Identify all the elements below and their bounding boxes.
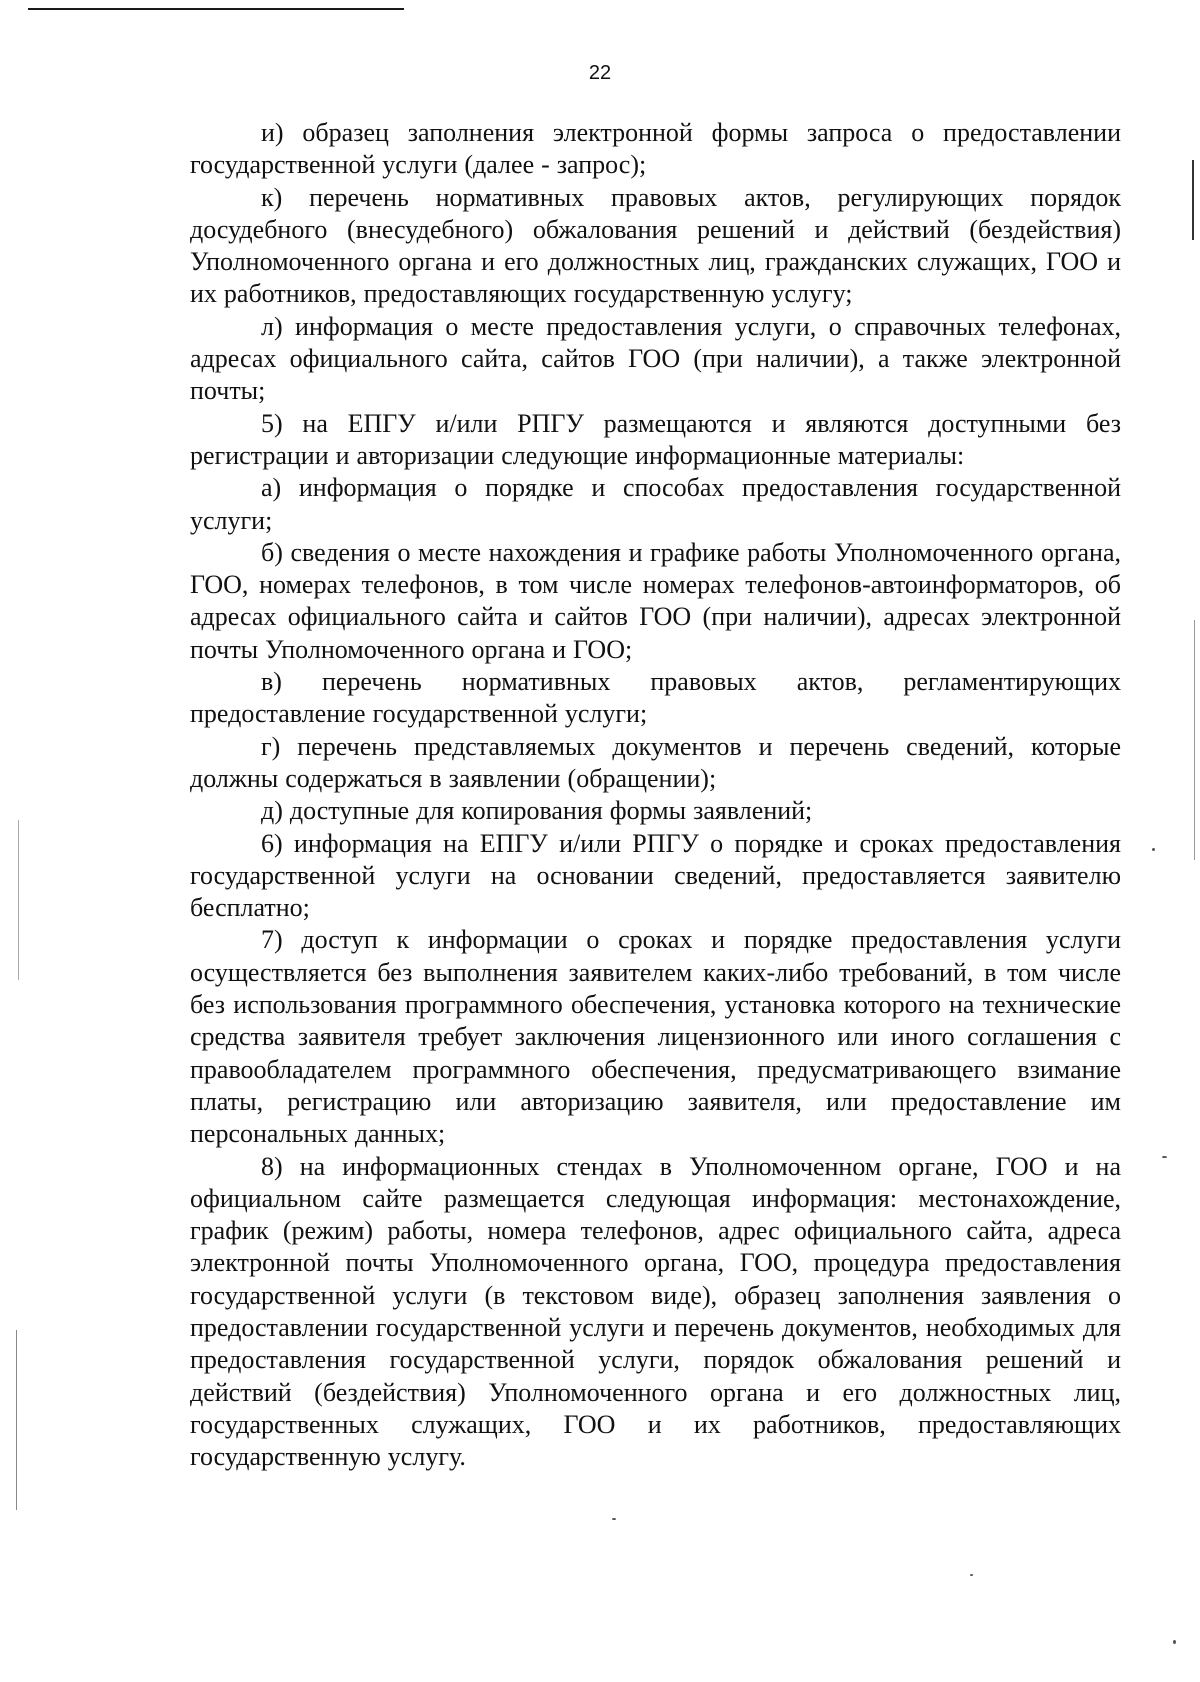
document-body: [190, 117, 1121, 1473]
paragraph: л) информация о месте предоставления услуги, о справочных телефонах, адресах официального сайта, сайтов ГОО (при наличии), а также электронной почты;: [190, 311, 1121, 406]
scan-speck: [1173, 1640, 1176, 1644]
scan-edge-mark: [1194, 620, 1195, 860]
page-number: 22: [588, 62, 612, 84]
paragraph: а) информация о порядке и способах предоставления государственной услуги;: [190, 473, 1121, 535]
scan-edge-mark: [1192, 160, 1194, 240]
scan-speck: [612, 1518, 616, 1520]
paragraph: в) перечень нормативных правовых актов, регламентирующих предоставление государственной услуги;: [190, 667, 1121, 729]
scan-speck: [970, 1574, 973, 1576]
scan-edge-mark: [16, 1330, 17, 1510]
paragraph: и) образец заполнения электронной формы запроса о предоставлении государственной услуги (далее - запрос);: [190, 118, 1121, 180]
paragraph: г) перечень представляемых документов и перечень сведений, которые должны содержаться в заявлении (обращении);: [190, 731, 1121, 793]
scan-speck: [1162, 1156, 1167, 1158]
paragraph: б) сведения о месте нахождения и графике работы Уполномоченного органа, ГОО, номерах телефонов, в том числе номерах телефонов-автоинформаторов, об адресах официального сайта и сайтов ГОО (при наличии), адресах электронной почты Уполномоченного органа и ГОО;: [190, 537, 1121, 664]
scan-speck: [1152, 848, 1155, 851]
paragraph: 7) доступ к информации о сроках и порядке предоставления услуги осуществляется без выполнения заявителем каких-либо требований, в том числе без использования программного обеспечения, установка которого на технические средства заявителя требует заключения лицензионного или иного соглашения с правообладателем программного обеспечения, предусматривающего взимание платы, регистрацию или авторизацию заявителя, или предоставление им персональных данных;: [190, 925, 1121, 1149]
scan-edge-mark: [18, 820, 19, 980]
paragraph: д) доступные для копирования формы заявлений;: [261, 796, 813, 826]
paragraph: 8) на информационных стендах в Уполномоченном органе, ГОО и на официальном сайте размещается следующая информация: местонахождение, график (режим) работы, номера телефонов, адрес официального сайта, адреса электронной почты Уполномоченного органа, ГОО, процедура предоставления государственной услуги (в текстовом виде), образец заполнения заявления о предоставлении государственной услуги и перечень документов, необходимых для предоставления государственной услуги, порядок обжалования решений и действий (бездействия) Уполномоченного органа и его должностных лиц, государственных служащих, ГОО и их работников, предоставляющих государственную услугу.: [190, 1151, 1121, 1472]
top-border-rule: [28, 8, 404, 10]
paragraph: к) перечень нормативных правовых актов, регулирующих порядок досудебного (внесудебного) обжалования решений и действий (бездействия) Уполномоченного органа и его должностных лиц, гражданских служащих, ГОО и их работников, предоставляющих государственную услугу;: [190, 182, 1121, 309]
paragraph: 5) на ЕПГУ и/или РПГУ размещаются и являются доступными без регистрации и авторизации следующие информационные материалы:: [190, 408, 1121, 470]
paragraph: 6) информация на ЕПГУ и/или РПГУ о порядке и сроках предоставления государственной услуги на основании сведений, предоставляется заявителю бесплатно;: [190, 828, 1121, 923]
